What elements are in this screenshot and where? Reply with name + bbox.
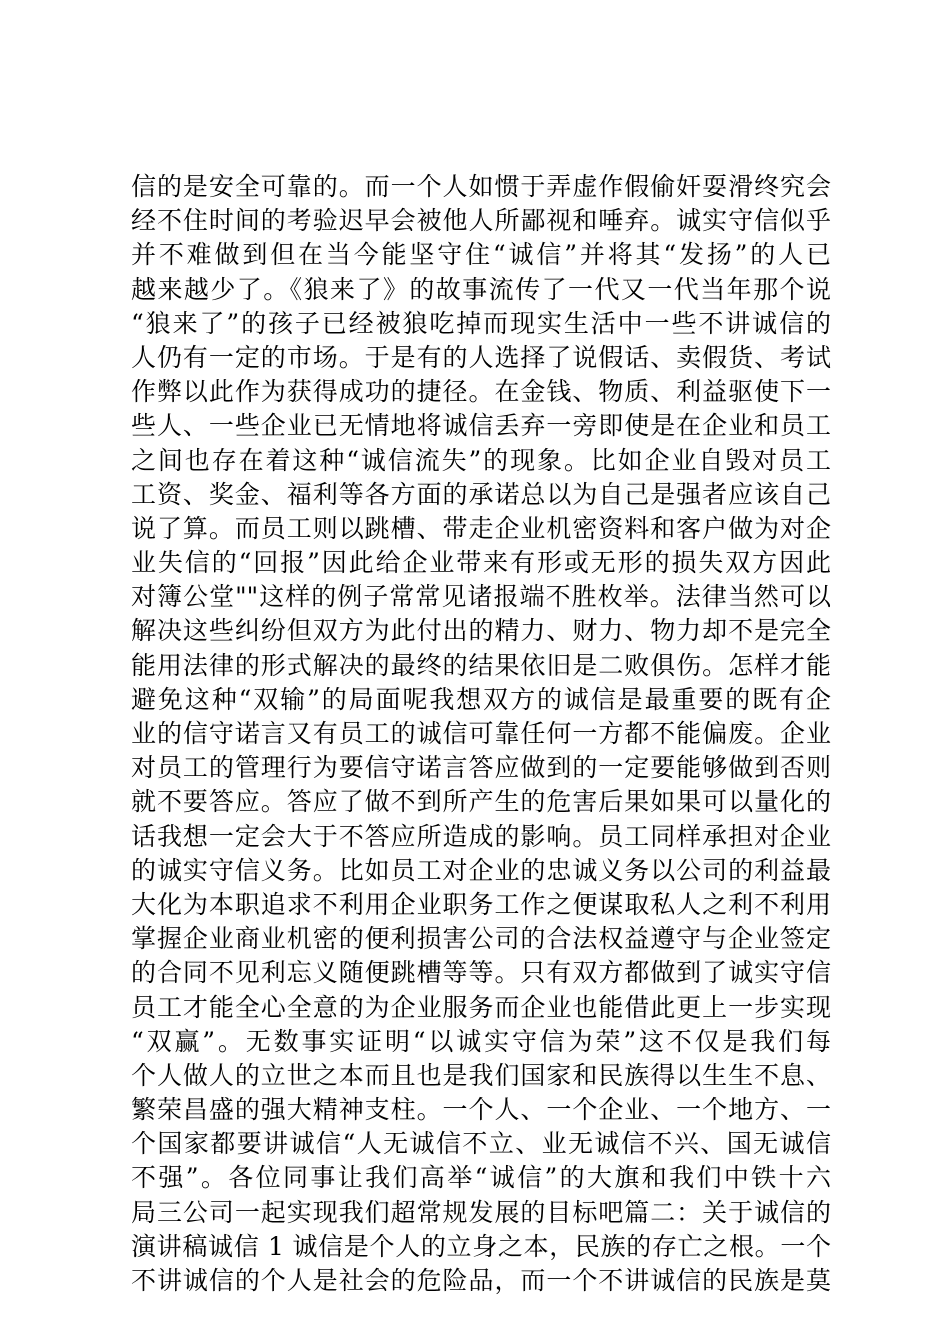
text-line: 之间也存在着这种“诚信流失”的现象。比如企业自毁对员工 — [131, 445, 831, 475]
text-line: 个国家都要讲诚信“人无诚信不立、业无诚信不兴、国无诚信 — [131, 1129, 831, 1159]
text-line: 就不要答应。答应了做不到所产生的危害后果如果可以量化的 — [131, 787, 831, 817]
text-line: “狼来了”的孩子已经被狼吃掉而现实生活中一些不讲诚信的 — [131, 308, 831, 338]
text-line: 掌握企业商业机密的便利损害公司的合法权益遵守与企业签定 — [131, 924, 831, 954]
text-line: 避免这种“双输”的局面呢我想双方的诚信是最重要的既有企 — [131, 684, 831, 714]
text-line: 工资、奖金、福利等各方面的承诺总以为自己是强者应该自己 — [131, 479, 831, 509]
text-line: 信的是安全可靠的。而一个人如惯于弄虚作假偷奸耍滑终究会 — [131, 172, 831, 201]
text-line: 个人做人的立世之本而且也是我们国家和民族得以生生不息、 — [131, 1060, 831, 1090]
text-line: 局三公司一起实现我们超常规发展的目标吧篇二：关于诚信的 — [131, 1197, 831, 1227]
text-line: 大化为本职追求不利用企业职务工作之便谋取私人之利不利用 — [131, 889, 831, 919]
text-line: 业失信的“回报”因此给企业带来有形或无形的损失双方因此 — [131, 548, 831, 578]
body-text — [131, 170, 831, 1298]
text-line: 经不住时间的考验迟早会被他人所鄙视和唾弃。诚实守信似乎 — [131, 206, 831, 236]
text-line: 不强”。各位同事让我们高举“诚信”的大旗和我们中铁十六 — [131, 1163, 831, 1193]
text-line: 对员工的管理行为要信守诺言答应做到的一定要能够做到否则 — [131, 753, 831, 783]
text-line: 解决这些纠纷但双方为此付出的精力、财力、物力却不是完全 — [131, 616, 831, 646]
text-line: 越来越少了。《狼来了》的故事流传了一代又一代当年那个说 — [131, 274, 831, 304]
text-line: 说了算。而员工则以跳槽、带走企业机密资料和客户做为对企 — [131, 513, 831, 543]
text-line: 业的信守诺言又有员工的诚信可靠任何一方都不能偏废。企业 — [131, 719, 831, 748]
text-line: 演讲稿诚信 1 诚信是个人的立身之本，民族的存亡之根。一个 — [131, 1231, 831, 1261]
text-line: 些人、一些企业已无情地将诚信丢弃一旁即使是在企业和员工 — [131, 411, 831, 441]
text-line: 能用法律的形式解决的最终的结果依旧是二败俱伤。怎样才能 — [131, 650, 831, 680]
text-line: 繁荣昌盛的强大精神支柱。一个人、一个企业、一个地方、一 — [131, 1095, 831, 1125]
text-line: “双赢”。无数事实证明“以诚实守信为荣”这不仅是我们每 — [131, 1026, 831, 1056]
text-line: 的诚实守信义务。比如员工对企业的忠诚义务以公司的利益最 — [131, 855, 831, 885]
text-line: 员工才能全心全意的为企业服务而企业也能借此更上一步实现 — [131, 992, 831, 1022]
text-line: 人仍有一定的市场。于是有的人选择了说假话、卖假货、考试 — [131, 342, 831, 372]
text-line: 不讲诚信的个人是社会的危险品，而一个不讲诚信的民族是莫 — [131, 1266, 831, 1295]
text-line: 的合同不见利忘义随便跳槽等等。只有双方都做到了诚实守信 — [131, 958, 831, 988]
text-line: 作弊以此作为获得成功的捷径。在金钱、物质、利益驱使下一 — [131, 377, 831, 407]
text-line: 话我想一定会大于不答应所造成的影响。员工同样承担对企业 — [131, 821, 831, 851]
text-line: 对簿公堂""这样的例子常常见诸报端不胜枚举。法律当然可以 — [131, 582, 831, 612]
text-line: 并不难做到但在当今能坚守住“诚信”并将其“发扬”的人已 — [131, 240, 831, 270]
